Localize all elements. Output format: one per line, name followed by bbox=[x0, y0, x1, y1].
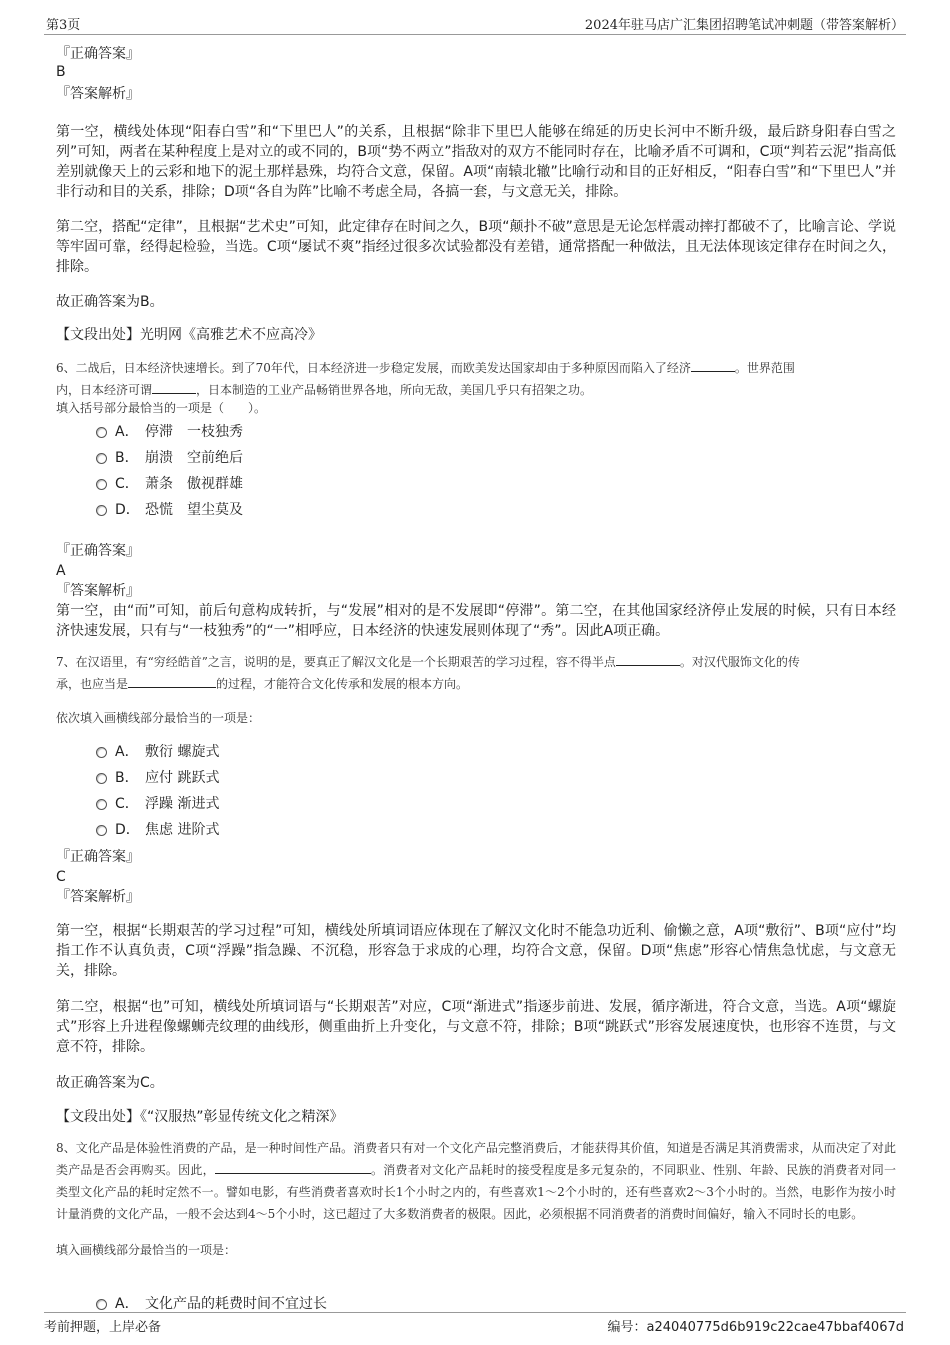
q7-analysis-label: 『答案解析』 bbox=[56, 889, 140, 905]
q7-answer-label: 『正确答案』 bbox=[56, 849, 140, 865]
radio-icon[interactable] bbox=[96, 479, 107, 490]
q8-blank bbox=[215, 1159, 371, 1174]
q6-option-b[interactable] bbox=[96, 445, 896, 471]
q7-option-d[interactable] bbox=[96, 817, 896, 843]
q7-analysis-paragraph-1: 第一空，根据“长期艰苦的学习过程”可知，横线处所填词语应体现在了解汉文化时不能急功近利、偷懒之意，A项“敷衍”、B项“应付”均指工作不认真负责，C项“浮躁”指急躁、不沉稳，形容急于求成的心理，均符合文意，保留。D项“焦虑”形容心情焦急忧虑，与文意无关，排除。 bbox=[56, 923, 896, 979]
q6-option-d[interactable] bbox=[96, 497, 896, 523]
q6-blank-1 bbox=[691, 357, 735, 372]
q6-options bbox=[56, 419, 896, 523]
radio-icon[interactable] bbox=[96, 825, 107, 836]
q8-stem-part-1: 8、文化产品是体验性消费的产品，是一种时间性产品。消费者只有对一个文化产品完整消费后，才能获得其价值，知道是否满足其消费需求，从而决定了对此类产品是否会再购买。因此， bbox=[56, 1141, 896, 1177]
q6-answer-label: 『正确答案』 bbox=[56, 543, 140, 559]
option-text: 文化产品的耗费时间不宜过长 bbox=[145, 1296, 327, 1312]
q7-blank-2 bbox=[128, 673, 216, 688]
option-letter: A． bbox=[115, 744, 139, 760]
q7-analysis-paragraph-2: 第二空，根据“也”可知，横线处所填词语与“长期艰苦”对应，C项“渐进式”指逐步前进、发展，循序渐进，符合文意，当选。A项“螺旋式”形容上升进程像螺蛳壳纹理的曲线形，侧重曲折上升变化，与文意不符，排除；B项“跳跃式”形容发展速度快，也形容不连贯，与文意不符，排除。 bbox=[56, 999, 896, 1055]
option-letter: D． bbox=[115, 502, 140, 518]
q8-stem-part-2: 。消费者对文化产品耗时的接受程度是多元复杂的，不同职业、性别、年龄、民族的消费者对同一类型文化产品的耗时定然不一。譬如电影，有些消费者喜欢时长1个小时之内的，有些喜欢1～2个小时的，还有些喜欢2～3个小时的。当然，电影作为按小时计量消费的文化产品，一般不会达到4～5个小时，这已超过了大多数消费者的极限。因此，必须根据不同消费者的消费时间偏好，输入不同时长的电影。 bbox=[56, 1163, 896, 1221]
q8-prompt: 填入画横线部分最恰当的一项是： bbox=[56, 1243, 237, 1257]
radio-icon[interactable] bbox=[96, 747, 107, 758]
q5-conclusion: 故正确答案为B。 bbox=[56, 294, 164, 310]
q6-stem-part-4: ，日本制造的工业产品畅销世界各地，所向无敌，美国几乎只有招架之功。 bbox=[196, 383, 593, 397]
document-content bbox=[56, 44, 896, 1317]
document-title: 2024年驻马店广汇集团招聘笔试冲刺题（带答案解析） bbox=[584, 18, 904, 33]
option-letter: D． bbox=[115, 822, 140, 838]
option-letter: B． bbox=[115, 450, 139, 466]
option-text: 焦虑 进阶式 bbox=[145, 822, 220, 838]
option-letter: C． bbox=[115, 476, 139, 492]
q7-option-a[interactable] bbox=[96, 739, 896, 765]
q7-prompt: 依次填入画横线部分最恰当的一项是： bbox=[56, 711, 261, 725]
q8-stem bbox=[56, 1137, 896, 1225]
q7-blank-1 bbox=[616, 651, 680, 666]
option-text: 敷衍 螺旋式 bbox=[145, 744, 220, 760]
q6-analysis-label: 『答案解析』 bbox=[56, 583, 140, 599]
q7-stem-part-3: 承，也应当是 bbox=[56, 677, 129, 691]
document-id: 编号：a24040775d6b919c22cae47bbaf4067d bbox=[607, 1320, 904, 1335]
option-text: 萧条 傲视群雄 bbox=[145, 476, 243, 492]
q5-analysis-paragraph-1: 第一空，横线处体现“阳春白雪”和“下里巴人”的关系，且根据“除非下里巴人能够在绵延的历史长河中不断升级，最后跻身阳春白雪之列”可知，两者在某种程度上是对立的或不同的，B项“势不两立”指敌对的双方不能同时存在，比喻矛盾不可调和，C项“判若云泥”指高低差别就像天上的云彩和地下的泥土那样悬殊，均符合文意，保留。A项“南辕北辙”比喻行动和目的正好相反，“阳春白雪”和“下里巴人”并非行动和目的关系，排除；D项“各自为阵”比喻不考虑全局，各搞一套，与文意无关，排除。 bbox=[56, 124, 896, 200]
q7-option-c[interactable] bbox=[96, 791, 896, 817]
option-text: 崩溃 空前绝后 bbox=[145, 450, 243, 466]
q7-answer: C bbox=[56, 869, 66, 885]
q5-answer: B bbox=[56, 64, 66, 80]
q6-answer: A bbox=[56, 563, 66, 579]
radio-icon[interactable] bbox=[96, 799, 107, 810]
q6-option-a[interactable] bbox=[96, 419, 896, 445]
radio-icon[interactable] bbox=[96, 505, 107, 516]
option-text: 应付 跳跃式 bbox=[145, 770, 220, 786]
option-letter: B． bbox=[115, 770, 139, 786]
q6-stem-part-2: 。世界范围 bbox=[734, 361, 795, 375]
q6-option-c[interactable] bbox=[96, 471, 896, 497]
q7-stem-part-1: 7、在汉语里，有“穷经皓首”之言，说明的是，要真正了解汉文化是一个长期艰苦的学习过程，容不得半点 bbox=[56, 655, 616, 669]
option-text: 恐慌 望尘莫及 bbox=[145, 502, 243, 518]
option-letter: A． bbox=[115, 1296, 139, 1312]
q7-option-b[interactable] bbox=[96, 765, 896, 791]
q5-source: 【文段出处】光明网《高雅艺术不应高冷》 bbox=[56, 327, 322, 343]
option-letter: A． bbox=[115, 424, 139, 440]
footer-slogan: 考前押题，上岸必备 bbox=[44, 1320, 162, 1335]
q6-stem-part-3: 内，日本经济可谓 bbox=[56, 383, 153, 397]
q5-analysis-label: 『答案解析』 bbox=[56, 86, 140, 102]
q6-analysis: 第一空，由“而”可知，前后句意构成转折，与“发展”相对的是不发展即“停滞”。第二空，在其他国家经济停止发展的时候，只有日本经济快速发展，只有与“一枝独秀”的“一”相呼应，日本经济的快速发展则体现了“秀”。因此A项正确。 bbox=[56, 603, 896, 639]
radio-icon[interactable] bbox=[96, 1299, 107, 1310]
q6-stem-part-1: 6、二战后，日本经济快速增长。到了70年代，日本经济进一步稳定发展，而欧美发达国家却由于多种原因而陷入了经济 bbox=[56, 361, 691, 375]
q7-source: 【文段出处】《“汉服热”彰显传统文化之精深》 bbox=[56, 1109, 344, 1125]
radio-icon[interactable] bbox=[96, 453, 107, 464]
q6-prompt: 填入括号部分最恰当的一项是（ ）。 bbox=[56, 401, 267, 415]
page-number: 第3页 bbox=[46, 18, 81, 33]
page-header bbox=[44, 12, 906, 35]
q7-options bbox=[56, 739, 896, 843]
radio-icon[interactable] bbox=[96, 427, 107, 438]
q7-conclusion: 故正确答案为C。 bbox=[56, 1075, 164, 1091]
q7-stem bbox=[56, 651, 896, 695]
option-text: 浮躁 渐进式 bbox=[145, 796, 220, 812]
radio-icon[interactable] bbox=[96, 773, 107, 784]
q6-stem bbox=[56, 357, 896, 401]
page-footer bbox=[44, 1312, 906, 1337]
option-text: 停滞 一枝独秀 bbox=[145, 424, 243, 440]
q7-stem-part-4: 的过程，才能符合文化传承和发展的根本方向。 bbox=[216, 677, 469, 691]
q5-answer-label: 『正确答案』 bbox=[56, 46, 140, 62]
option-letter: C． bbox=[115, 796, 139, 812]
q7-stem-part-2: 。对汉代服饰文化的传 bbox=[679, 655, 800, 669]
q5-analysis-paragraph-2: 第二空，搭配“定律”，且根据“艺术史”可知，此定律存在时间之久，B项“颠扑不破”意思是无论怎样震动摔打都破不了，比喻言论、学说等牢固可靠，经得起检验，当选。C项“屡试不爽”指经过很多次试验都没有差错，通常搭配一种做法，且无法体现该定律存在时间之久，排除。 bbox=[56, 219, 896, 275]
q6-blank-2 bbox=[152, 379, 196, 394]
